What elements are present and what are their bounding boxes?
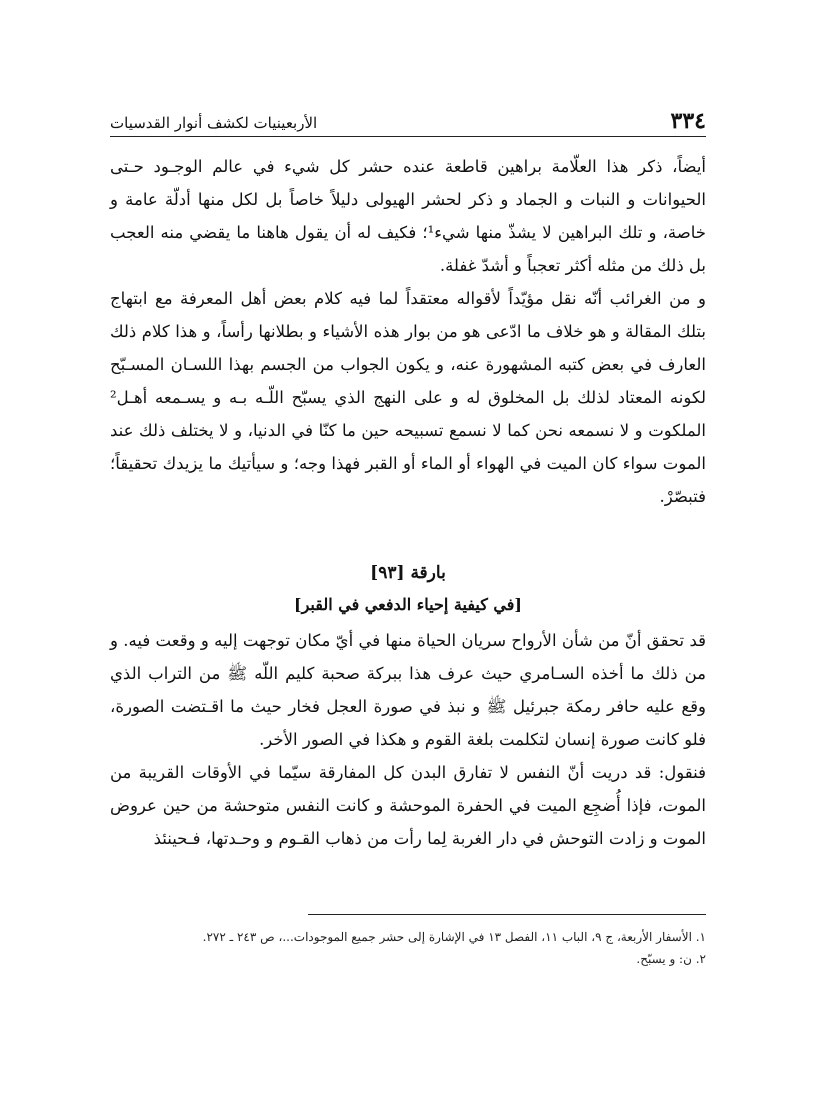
paragraph: فنقول: قد دريت أنّ النفس لا تفارق البدن كل المفارقة سيّما في الأوقات القريبة من الموت، فإذا أُضجِع الميت في الحفرة الموحشة و كانت النفس متوحشة من حين عروض الموت و زادت التوحش في دار الغربة لِما رأت من ذهاب القـوم و وحـدتها، فـحينئذ	[110, 763, 706, 848]
page-header	[110, 104, 706, 134]
header-rule	[110, 136, 706, 137]
text-block-top	[110, 150, 706, 513]
running-title: الأربعينيات لكشف أنوار القدسيات	[110, 114, 318, 132]
footnote: ٢. ن: و يسبّح.	[636, 952, 706, 966]
section-title: بارقة [٩٣]	[370, 563, 446, 583]
section-subtitle: [في كيفية إحياء الدفعي في القبر]	[294, 595, 522, 614]
paragraph: و من الغرائب أنّه نقل مؤيّداً لأقواله معتقداً لما فيه كلام بعض أهل المعرفة مع ابتهاج بتلك المقالة و هو خلاف ما ادّعى هو من بوار هذه الأشياء و بطلانها رأساً، و هذا كلام ذلك العارف في بعض كتبه المشهورة عنه، و يكون الجواب من الجسم بهذا اللسـان المسـبّح لكونه المعتاد لذلك بل المخلوق له و على النهج الذي يسبّح اللّـه بـه و يسـمعه أهـل² الملكوت و لا نسمعه نحن كما لا نسمع تسبيحه حين ما كنّا في الدنيا، و لا يختلف ذلك عند الموت سواء كان الميت في الهواء أو الماء أو القبر فهذا وجه؛ و سيأتيك ما يزيدك تحقيقاً؛ فتبصّرْ.	[110, 289, 706, 506]
paragraph: أيضاً، ذكر هذا العلّامة براهين قاطعة عنده حشر كل شيء في عالم الوجـود حـتى الحيوانات و النبات و الجماد و ذكر لحشر الهيولى دليلاً خاصاً بل لكل منها أدلّة عامة و خاصة، و تلك البراهين لا يشذّ منها شيء¹؛ فكيف له أن يقول هاهنا ما يقضي منه العجب بل ذلك من مثله أكثر تعجباً و أشدّ غفلة.	[110, 157, 706, 275]
footnote-rule	[308, 914, 706, 915]
text-block-bottom	[110, 624, 706, 855]
footnotes	[110, 926, 706, 970]
footnote: ١. الأسفار الأربعة، ج ٩، الباب ١١، الفصل ١٣ في الإشارة إلى حشر جميع الموجودات...، ص ٢٤٣ ـ ٢٧٢.	[202, 930, 706, 944]
page-number: ٣٣٤	[670, 108, 706, 134]
paragraph: قد تحقق أنّ من شأن الأرواح سريان الحياة منها في أيّ مكان توجهت إليه و وقعت فيه. و من ذلك ما أخذه السـامري حيث عرف هذا ببركة صحبة كليم اللّه ﷺ من التراب الذي وقع عليه حافر رمكة جبرئيل ﷺ و نبذ في صورة العجل فخار حيث ما اقـتضت الصورة، فلو كانت صورة إنسان لتكلمت بلغة القوم و هكذا في الصور الأخر.	[110, 631, 706, 749]
